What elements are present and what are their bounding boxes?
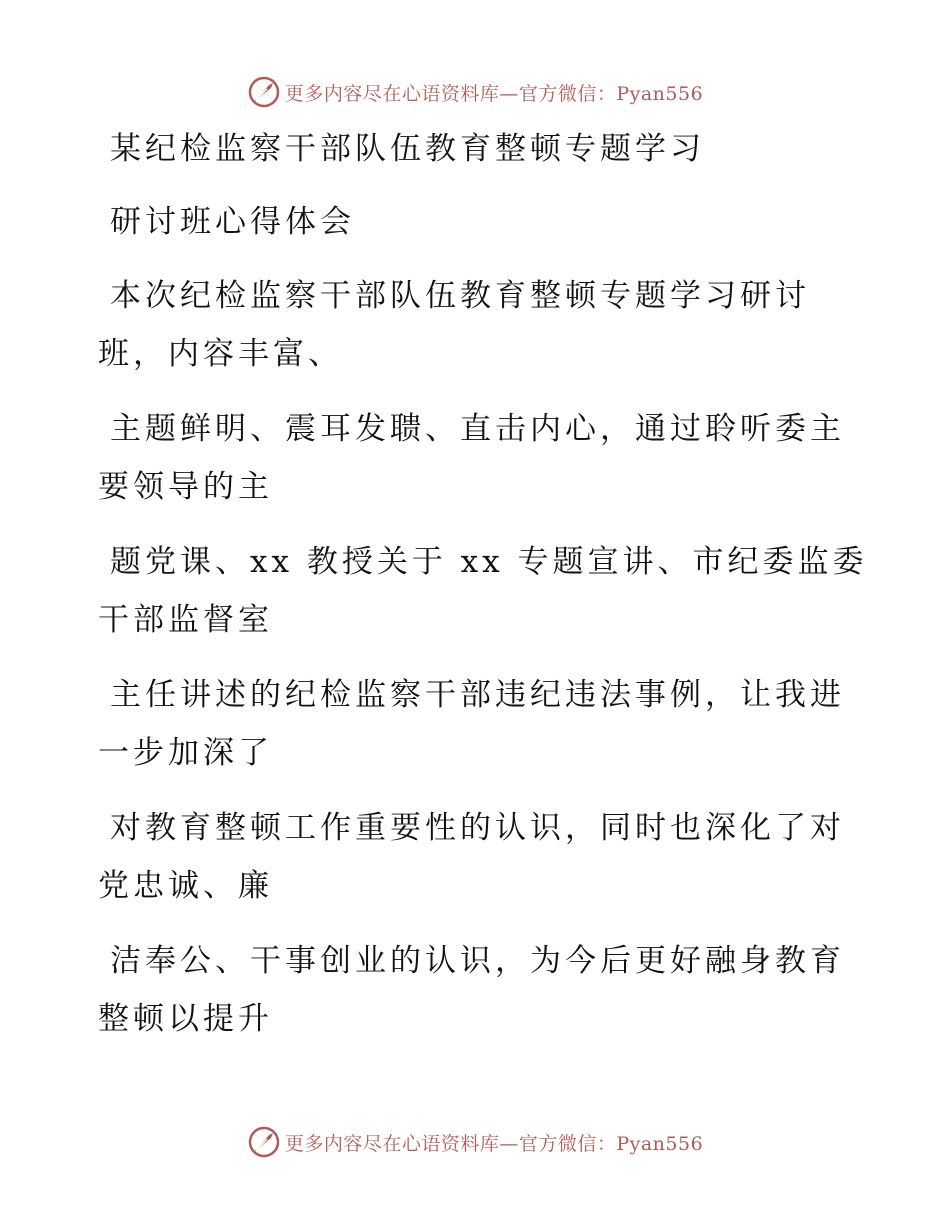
paragraph-line: 本次纪检监察干部队伍教育整顿专题学习研讨 xyxy=(110,278,810,314)
header-watermark xyxy=(0,72,950,112)
title-line-1: 某纪检监察干部队伍教育整顿专题学习 xyxy=(110,131,705,167)
paragraph-line: 班，内容丰富、 xyxy=(98,336,343,372)
paragraph-line: 主题鲜明、震耳发聩、直击内心，通过聆听委主 xyxy=(110,411,845,447)
paragraph-line: 主任讲述的纪检监察干部违纪违法事例，让我进 xyxy=(110,677,845,713)
paragraph-line: 洁奉公、干事创业的认识，为今后更好融身教育 xyxy=(110,943,845,979)
paragraph-line: 要领导的主 xyxy=(98,469,273,505)
paragraph-line: 题党课、xx 教授关于 xx 专题宣讲、市纪委监委 xyxy=(110,544,868,580)
quill-pen-logo-icon xyxy=(247,75,281,109)
watermark-text: 更多内容尽在心语资料库—官方微信：Pyan556 xyxy=(284,1132,704,1155)
paragraph-line: 对教育整顿工作重要性的认识，同时也深化了对 xyxy=(110,810,845,846)
paragraph-line: 一步加深了 xyxy=(98,735,273,771)
paragraph-line: 整顿以提升 xyxy=(98,1001,273,1037)
footer-watermark xyxy=(0,1122,950,1162)
paragraph-line: 干部监督室 xyxy=(98,602,273,638)
watermark-text: 更多内容尽在心语资料库—官方微信：Pyan556 xyxy=(284,82,704,105)
paragraph-line: 党忠诚、廉 xyxy=(98,868,273,904)
title-line-2: 研讨班心得体会 xyxy=(110,204,355,240)
quill-pen-logo-icon xyxy=(247,1125,281,1159)
